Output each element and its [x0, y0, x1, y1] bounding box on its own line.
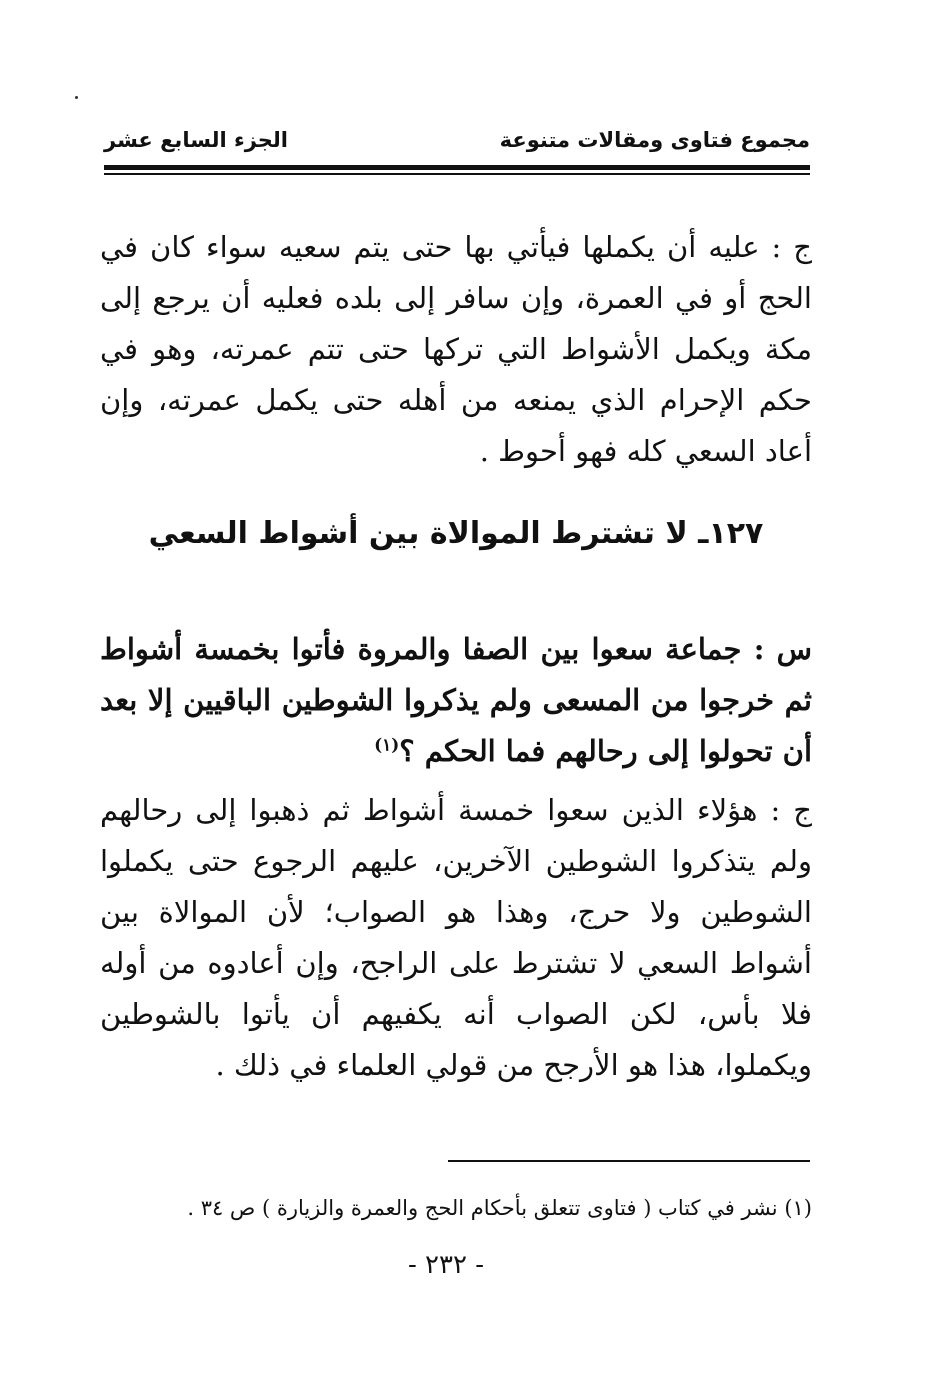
footnote-number: (١): [784, 1196, 812, 1220]
question-text: جماعة سعوا بين الصفا والمروة فأتوا بخمسة أشواط ثم خرجوا من المسعى ولم يذكروا الشوطين الباقيين إلا بعد أن تحولوا إلى رحالهم فما الحكم ؟: [100, 632, 812, 768]
footnote-marker[interactable]: (١): [374, 735, 400, 756]
answer-prefix: ج :: [770, 793, 812, 827]
book-title: مجموع فتاوى ومقالات متنوعة: [499, 128, 810, 152]
answer-paragraph-2: [100, 785, 812, 1091]
answer-prefix: ج :: [771, 230, 812, 264]
answer-text: عليه أن يكملها فيأتي بها حتى يتم سعيه سواء كان في الحج أو في العمرة، وإن سافر إلى بلده فعليه أن يرجع إلى مكة ويكمل الأشواط التي تركها حتى تتم عمرته، وهو في حكم الإحرام الذي يمنعه من أهله حتى يكمل عمرته، وإن أعاد السعي كله فهو أحوط .: [100, 230, 812, 468]
scan-speck: [75, 96, 78, 99]
header-rule-thin: [104, 173, 810, 175]
volume-label: الجزء السابع عشر: [104, 128, 288, 152]
footnote: [100, 1196, 812, 1220]
page-number: - ٢٣٢ -: [407, 1250, 485, 1280]
header-rule-thick: [104, 165, 810, 170]
section-heading: ١٢٧ـ لا تشترط الموالاة بين أشواط السعي: [148, 516, 764, 551]
question-paragraph: [100, 624, 812, 777]
footnote-text: نشر في كتاب ( فتاوى تتعلق بأحكام الحج والعمرة والزيارة ) ص ٣٤ .: [187, 1196, 778, 1220]
answer-text: هؤلاء الذين سعوا خمسة أشواط ثم ذهبوا إلى رحالهم ولم يتذكروا الشوطين الآخرين، عليهم الرجوع حتى يكملوا الشوطين ولا حرج، وهذا هو الصواب؛ لأن الموالاة بين أشواط السعي لا تشترط على الراجح، وإن أعادوه من أوله فلا بأس، لكن الصواب أنه يكفيهم أن يأتوا بالشوطين ويكملوا، هذا هو الأرجح من قولي العلماء في ذلك .: [100, 793, 812, 1082]
footnote-divider: [448, 1160, 810, 1162]
answer-paragraph-1: [100, 222, 812, 477]
running-header: [104, 128, 810, 162]
question-prefix: س :: [753, 632, 813, 666]
